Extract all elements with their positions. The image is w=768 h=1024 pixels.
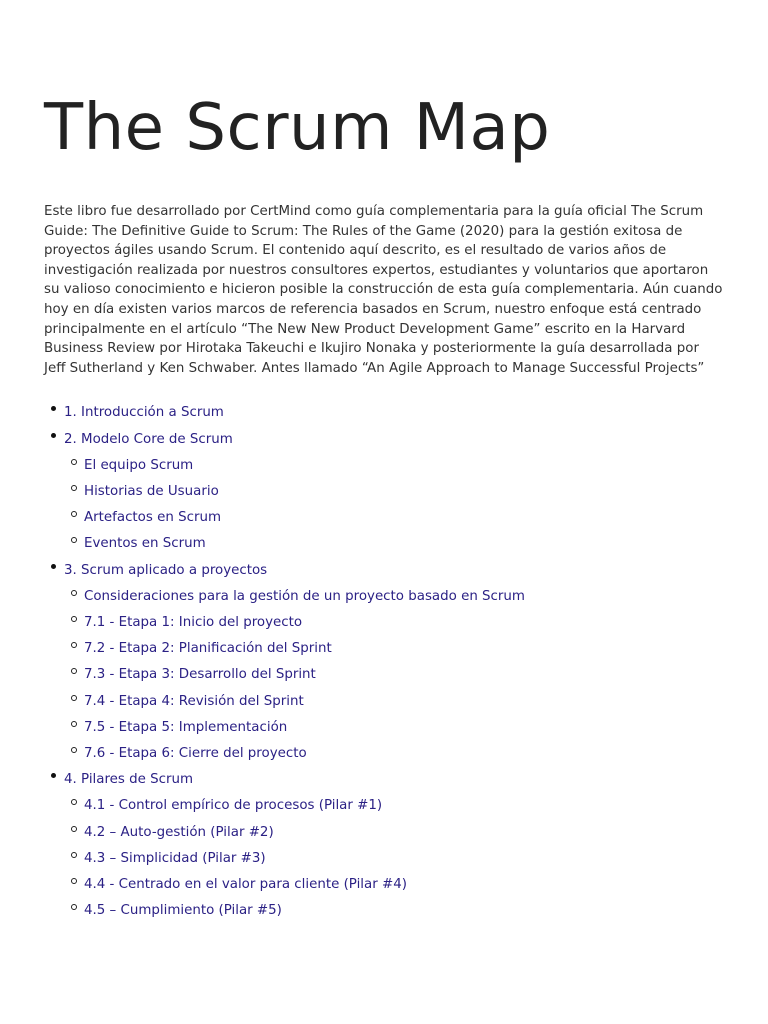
- toc-sublink[interactable]: Eventos en Scrum: [84, 536, 206, 552]
- toc-section: [44, 427, 724, 558]
- bullet-circle-icon: [71, 721, 77, 727]
- toc-link[interactable]: 1. Introducción a Scrum: [64, 405, 224, 421]
- table-of-contents: [44, 400, 724, 924]
- toc-link[interactable]: 4. Pilares de Scrum: [64, 772, 194, 788]
- toc-sublist: [64, 584, 724, 767]
- bullet-disc-icon: [51, 773, 56, 778]
- bullet-disc-icon: [51, 564, 56, 569]
- toc-subitem: [64, 689, 724, 715]
- toc-subitem: [64, 872, 724, 898]
- bullet-circle-icon: [71, 695, 77, 701]
- toc-subitem: [64, 584, 724, 610]
- toc-subitem: [64, 610, 724, 636]
- toc-sublink[interactable]: 4.3 – Simplicidad (Pilar #3): [84, 850, 266, 866]
- toc-sublink[interactable]: 7.2 - Etapa 2: Planificación del Sprint: [84, 641, 332, 657]
- toc-sublink[interactable]: 4.2 – Auto-gestión (Pilar #2): [84, 824, 274, 840]
- toc-sublink[interactable]: 7.5 - Etapa 5: Implementación: [84, 719, 288, 735]
- bullet-circle-icon: [71, 668, 77, 674]
- toc-subitem: [64, 662, 724, 688]
- toc-subitem: [64, 820, 724, 846]
- intro-paragraph: Este libro fue desarrollado por CertMind como guía complementaria para la guía oficial The Scrum Guide: The Definitive Guide to Scrum: The Rules of the Game (2020) para la gestión exitosa de proyectos ágiles usando Scrum. El contenido aquí descrito, es el resultado de varios años de investigación realizada por nuestros consultores expertos, estudiantes y voluntarios que aportaron su valioso conocimiento e hicieron posible la construcción de esta guía complementaria. Aún cuando hoy en día existen varios marcos de referencia basados en Scrum, nuestro enfoque está centrado principalmente en el artículo “The New New Product Development Game” escrito en la Harvard Business Review por Hirotaka Takeuchi e Ikujiro Nonaka y posteriormente la guía desarrollada por Jeff Sutherland y Ken Schwaber. Antes llamado “An Agile Approach to Manage Successful Projects”: [44, 204, 723, 376]
- toc-sublink[interactable]: 7.4 - Etapa 4: Revisión del Sprint: [84, 693, 304, 709]
- toc-section: [44, 558, 724, 768]
- bullet-circle-icon: [71, 511, 77, 517]
- toc-subitem: [64, 846, 724, 872]
- bullet-circle-icon: [71, 537, 77, 543]
- bullet-circle-icon: [71, 878, 77, 884]
- toc-subitem: [64, 715, 724, 741]
- bullet-circle-icon: [71, 642, 77, 648]
- toc-link[interactable]: 2. Modelo Core de Scrum: [64, 431, 233, 447]
- toc-subitem: [64, 505, 724, 531]
- toc-sublink[interactable]: 7.3 - Etapa 3: Desarrollo del Sprint: [84, 667, 316, 683]
- toc-subitem: [64, 453, 724, 479]
- toc-subitem: [64, 898, 724, 924]
- toc-subitem: [64, 531, 724, 557]
- bullet-circle-icon: [71, 904, 77, 910]
- toc-subitem: [64, 793, 724, 819]
- toc-sublink[interactable]: 4.5 – Cumplimiento (Pilar #5): [84, 903, 282, 919]
- toc-sublink[interactable]: El equipo Scrum: [84, 457, 194, 473]
- toc-subitem: [64, 636, 724, 662]
- bullet-circle-icon: [71, 485, 77, 491]
- toc-sublink[interactable]: Consideraciones para la gestión de un proyecto basado en Scrum: [84, 588, 525, 604]
- bullet-disc-icon: [51, 406, 56, 411]
- toc-section: [44, 767, 724, 924]
- toc-subitem: [64, 479, 724, 505]
- bullet-circle-icon: [71, 459, 77, 465]
- page-title: The Scrum Map: [44, 91, 551, 165]
- bullet-circle-icon: [71, 590, 77, 596]
- bullet-circle-icon: [71, 747, 77, 753]
- bullet-circle-icon: [71, 852, 77, 858]
- toc-sublist: [64, 453, 724, 558]
- toc-sublink[interactable]: Historias de Usuario: [84, 483, 219, 499]
- toc-sublist: [64, 793, 724, 924]
- toc-sublink[interactable]: 4.1 - Control empírico de procesos (Pilar #1): [84, 798, 383, 814]
- bullet-circle-icon: [71, 799, 77, 805]
- bullet-circle-icon: [71, 826, 77, 832]
- toc-link[interactable]: 3. Scrum aplicado a proyectos: [64, 562, 268, 578]
- toc-sublink[interactable]: 7.6 - Etapa 6: Cierre del proyecto: [84, 745, 307, 761]
- bullet-circle-icon: [71, 616, 77, 622]
- toc-subitem: [64, 741, 724, 767]
- toc-sublink[interactable]: Artefactos en Scrum: [84, 510, 221, 526]
- toc-sublink[interactable]: 7.1 - Etapa 1: Inicio del proyecto: [84, 614, 303, 630]
- toc-section: [44, 400, 724, 426]
- bullet-disc-icon: [51, 433, 56, 438]
- toc-sublink[interactable]: 4.4 - Centrado en el valor para cliente (Pilar #4): [84, 877, 407, 892]
